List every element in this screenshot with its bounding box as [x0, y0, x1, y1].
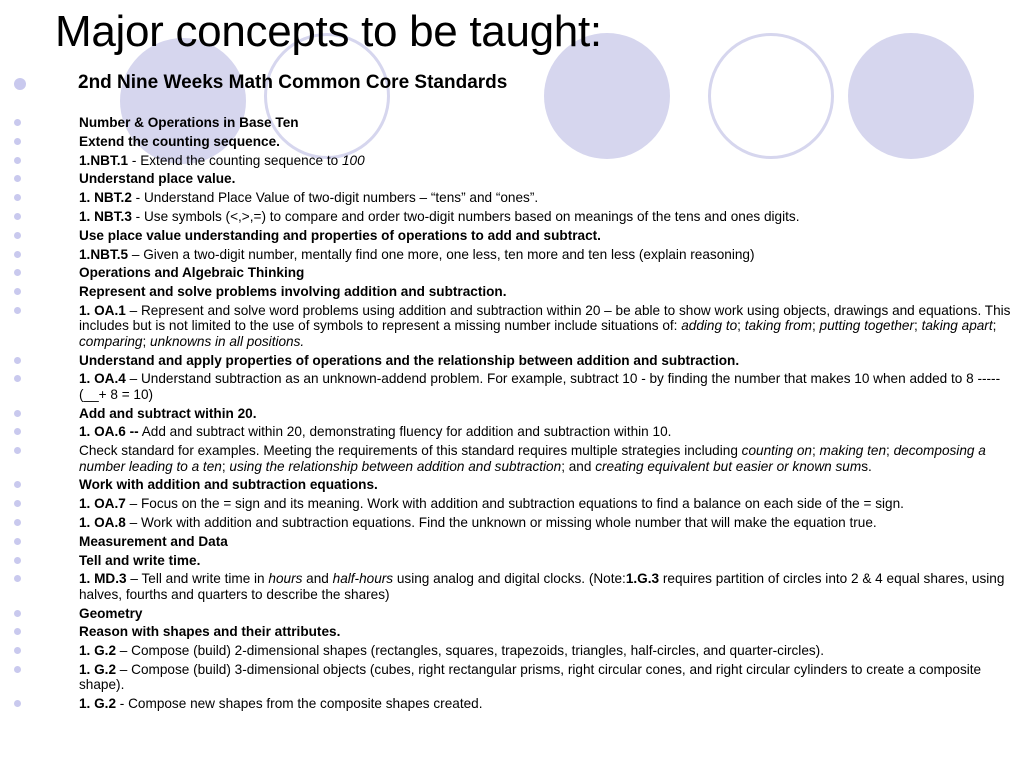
bullet-icon	[14, 610, 21, 617]
bullet-icon	[14, 269, 21, 276]
standard-text: Add and subtract within 20, demonstrating fluency for addition and subtraction within 10.	[138, 424, 672, 440]
situation: putting together	[819, 318, 915, 334]
bullet-icon	[14, 213, 21, 220]
strategy: creating equivalent but easier or known sum	[595, 458, 862, 474]
list-item	[0, 247, 1024, 262]
list-item	[0, 696, 1024, 711]
standard-text: - Compose new shapes from the composite shapes created.	[116, 696, 483, 712]
bullet-icon	[14, 119, 21, 126]
standard-code: 1. MD.3	[79, 571, 127, 587]
section-heading: Geometry	[79, 605, 143, 621]
list-heading	[0, 115, 1024, 130]
bullet-icon	[14, 251, 21, 258]
strategy: making ten	[819, 443, 887, 459]
standards-list	[0, 115, 1024, 715]
section-heading: Tell and write time.	[79, 552, 201, 568]
bullet-icon	[14, 138, 21, 145]
section-heading: Extend the counting sequence.	[79, 133, 280, 149]
standard-text: – Compose (build) 3-dimensional objects (cubes, right rectangular prisms, right circular cones, and right circular cylinders to create a composite shape).	[79, 661, 982, 693]
section-heading: Operations and Algebraic Thinking	[79, 265, 305, 281]
list-heading	[0, 265, 1024, 280]
standard-code: 1. NBT.3	[79, 208, 132, 224]
list-heading	[0, 477, 1024, 492]
section-heading: Use place value understanding and properties of operations to add and subtract.	[79, 227, 601, 243]
list-item	[0, 515, 1024, 530]
list-heading	[0, 624, 1024, 639]
standard-code: 1. NBT.2	[79, 190, 132, 206]
standard-text: – Given a two-digit number, mentally find one more, one less, ten more and ten less (explain reasoning)	[128, 246, 755, 262]
list-heading	[0, 171, 1024, 186]
standard-text: – Work with addition and subtraction equations. Find the unknown or missing whole number that will make the equation true.	[125, 514, 877, 530]
bullet-icon	[14, 157, 21, 164]
list-heading	[0, 534, 1024, 549]
list-item	[0, 496, 1024, 511]
section-heading: Add and subtract within 20.	[79, 405, 257, 421]
situation: taking apart	[921, 318, 993, 334]
bullet-icon	[14, 700, 21, 707]
standard-code: 1.NBT.5	[79, 246, 129, 262]
list-item: Check standard for examples. Meeting the requirements of this standard requires multiple strategies including counting on; making ten; decomposing a number leading to a ten; using the relationship between addition and subtraction; and creating equivalent but easier or known sums.	[0, 443, 1024, 474]
standard-text: – Represent and solve word problems using addition and subtraction within 20 – be able to show work using objects, drawings and equations. This includes but is not limited to the use of symbols to represent a missing number include situations of:	[79, 302, 1011, 334]
bullet-icon	[14, 647, 21, 654]
bullet-icon	[14, 500, 21, 507]
standard-text: ; and	[561, 458, 596, 474]
standard-text: - Use symbols (<,>,=) to compare and order two-digit numbers based on meanings of the tens and ones digits.	[131, 208, 800, 224]
list-item	[0, 153, 1024, 168]
standard-text: using analog and digital clocks. (Note:	[393, 571, 626, 587]
bullet-icon	[14, 575, 21, 582]
list-item	[0, 643, 1024, 658]
situation: unknowns in all positions.	[150, 333, 305, 349]
list-heading	[0, 406, 1024, 421]
situation: taking from	[744, 318, 812, 334]
bullet-icon	[14, 666, 21, 673]
bullet-icon	[14, 357, 21, 364]
standard-code: 1.G.3	[625, 571, 660, 587]
list-item	[0, 662, 1024, 693]
standard-code: 1.NBT.1	[79, 152, 129, 168]
list-heading	[0, 353, 1024, 368]
strategy: decomposing a number leading to a ten	[79, 443, 986, 474]
bullet-icon	[14, 410, 21, 417]
bullet-icon	[14, 194, 21, 201]
bullet-icon	[14, 375, 21, 382]
list-item	[0, 571, 1024, 602]
standard-emphasis: 100	[341, 152, 365, 168]
list-heading	[0, 284, 1024, 299]
standard-text: - Extend the counting sequence to	[128, 152, 342, 168]
strategy: using the relationship between addition and subtraction	[229, 458, 562, 474]
list-item: 1. OA.1 – Represent and solve word problems using addition and subtraction within 20 – be able to show work using objects, drawings and equations. This includes but is not limited to the use of symbols to represent a missing number include situations of: adding to; taking from; putting together; taking apart; comparing; unknowns in all positions.	[0, 303, 1024, 349]
standard-text: – Focus on the = sign and its meaning. Work with addition and subtraction equations to find a balance on each side of the = sign.	[125, 496, 904, 512]
list-item	[0, 424, 1024, 439]
situation: comparing	[79, 333, 143, 349]
bullet-icon	[14, 519, 21, 526]
bullet-icon	[14, 175, 21, 182]
standard-text: – Understand subtraction as an unknown-addend problem. For example, subtract 10 - by finding the number that makes 10 when added to 8 ----- (__+ 8 = 10)	[79, 371, 1001, 402]
bullet-icon	[14, 428, 21, 435]
standard-text: Check standard for examples. Meeting the requirements of this standard requires multiple strategies including	[79, 443, 742, 459]
standard-text: - Understand Place Value of two-digit numbers – “tens” and “ones”.	[131, 190, 539, 206]
bullet-icon	[14, 538, 21, 545]
standard-code: 1. OA.4	[79, 371, 126, 387]
list-heading	[0, 606, 1024, 621]
standard-text: and	[302, 571, 333, 587]
bullet-icon	[14, 232, 21, 239]
standard-text: – Compose (build) 2-dimensional shapes (rectangles, squares, trapezoids, triangles, half-circles, and quarter-circles).	[116, 643, 824, 659]
section-heading: Understand place value.	[79, 171, 236, 187]
standard-code: 1. G.2	[79, 696, 117, 712]
standard-emphasis: hours	[268, 571, 303, 587]
standard-code: 1. OA.7	[79, 496, 126, 512]
slide-title: Major concepts to be taught:	[55, 7, 602, 56]
section-heading: Number & Operations in Base Ten	[79, 115, 299, 130]
bullet-icon	[14, 307, 21, 314]
section-heading: Represent and solve problems involving addition and subtraction.	[79, 284, 507, 300]
bullet-icon	[14, 78, 26, 90]
bullet-icon	[14, 628, 21, 635]
standard-text: requires partition of circles into 2 & 4 equal shares, using halves, fourths and quarters to describe the shares)	[79, 571, 1005, 602]
section-heading: Measurement and Data	[79, 533, 228, 549]
standard-emphasis: half-hours	[332, 571, 394, 587]
standard-text: – Tell and write time in	[126, 571, 269, 587]
standard-code: 1. OA.1	[79, 302, 126, 318]
list-heading	[0, 553, 1024, 568]
list-item	[0, 209, 1024, 224]
standard-text: s.	[861, 458, 872, 474]
section-heading: Understand and apply properties of operations and the relationship between addition and subtraction.	[79, 352, 740, 368]
list-item	[0, 190, 1024, 205]
slide-subtitle: 2nd Nine Weeks Math Common Core Standards	[78, 72, 508, 93]
list-heading	[0, 134, 1024, 149]
section-heading: Reason with shapes and their attributes.	[79, 624, 341, 640]
bullet-icon	[14, 288, 21, 295]
bullet-icon	[14, 557, 21, 564]
standard-code: 1. OA.6 --	[79, 424, 139, 440]
situation: adding to	[681, 318, 738, 334]
standard-code: 1. OA.8	[79, 514, 126, 530]
standard-code: 1. G.2	[79, 643, 117, 659]
section-heading: Work with addition and subtraction equations.	[79, 477, 378, 493]
bullet-icon	[14, 481, 21, 488]
bullet-icon	[14, 447, 21, 454]
strategy: counting on	[741, 443, 812, 459]
list-heading	[0, 228, 1024, 243]
standard-code: 1. G.2	[79, 661, 117, 677]
list-item	[0, 371, 1024, 402]
